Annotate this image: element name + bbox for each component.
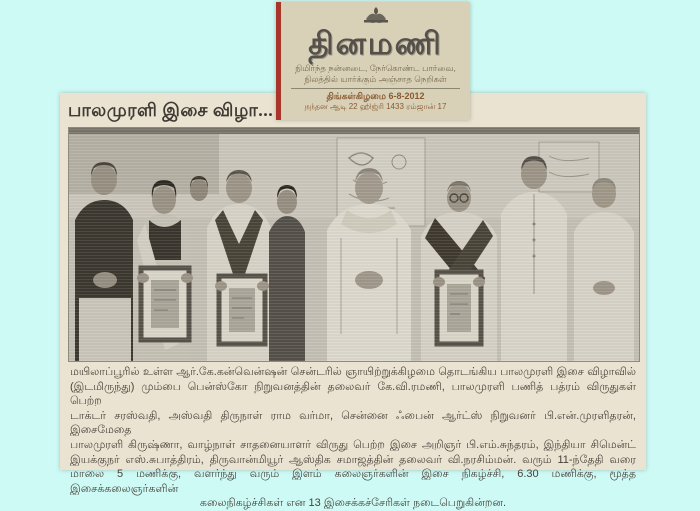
article-headline: பாலமுரளி இசை விழா... xyxy=(68,100,274,120)
masthead-tagline xyxy=(281,63,470,85)
masthead-calendar-line: நந்தன ஆடி 22 ஹிஜ்ரி 1433 ரம்ஜான் 17 xyxy=(304,102,447,111)
masthead-divider xyxy=(291,88,460,89)
caption-line: டாக்டர் சரஸ்வதி, அஸ்வதி திருநாள் ராம வர்மா, சென்னை ஃபைன் ஆர்ட்ஸ் நிறுவனர் பி.என்.முரளிதரன், இசைமேதை xyxy=(70,409,636,437)
photo-illustration xyxy=(69,128,639,361)
photo-caption xyxy=(70,365,636,511)
caption-line: மயிலாப்பூரில் உள்ள ஆர்.கே.கன்வென்ஷன் சென்டரில் ஞாயிற்றுக்கிழமை தொடங்கிய பாலமுரளி இசை விழாவில் xyxy=(70,366,636,378)
tagline-line-2: நிலத்தில் யார்க்கும் அஞ்சாத நெறிகள் xyxy=(304,74,447,84)
festival-group-photo xyxy=(68,127,640,362)
caption-line: இயக்குநர் எஸ்.சுபாத்திரம், திருவான்மியூர் ஆஸ்திக சமாஜத்தின் தலைவர் வி.நரசிம்மன். வரும் 11-ந்தேதி வரை xyxy=(70,453,636,466)
dinamani-emblem-icon xyxy=(281,5,470,27)
caption-line: பாலமுரளி கிருஷ்ணா, வாழ்நாள் சாதனையாளர் விருது பெற்ற இசை அறிஞர் பி.எம்.சுந்தரம், இந்தியா சிமென்ட் xyxy=(70,438,636,451)
caption-line: கலைநிகழ்ச்சிகள் என 13 இசைக்கச்சேரிகள் நடைபெறுகின்றன. xyxy=(199,497,507,510)
caption-line: (இடமிருந்து) மும்பை பென்ஸ்கோ நிறுவனத்தின் தலைவர் கே.வி.ரமணி, பாலமுரளி பணித் பத்ரம் விருதுகள் பெற்ற xyxy=(70,380,636,408)
photo-person xyxy=(190,176,208,201)
article-clipping xyxy=(60,93,646,510)
masthead-clipping xyxy=(276,2,470,120)
caption-line: மாலை 5 மணிக்கு, வளர்ந்து வரும் இளம் கலைஞர்களின் இசை நிகழ்ச்சி, 6.30 மணிக்கு, மூத்த இசைக்கலைஞர்களின் xyxy=(70,468,636,495)
tagline-line-1: நிமிர்ந்த நன்னடை, நேர்கொண்ட பார்வை, xyxy=(295,63,456,73)
masthead-date: திங்கள்கிழமை 6-8-2012 xyxy=(326,91,425,101)
masthead-title: தினமணி xyxy=(308,26,443,61)
